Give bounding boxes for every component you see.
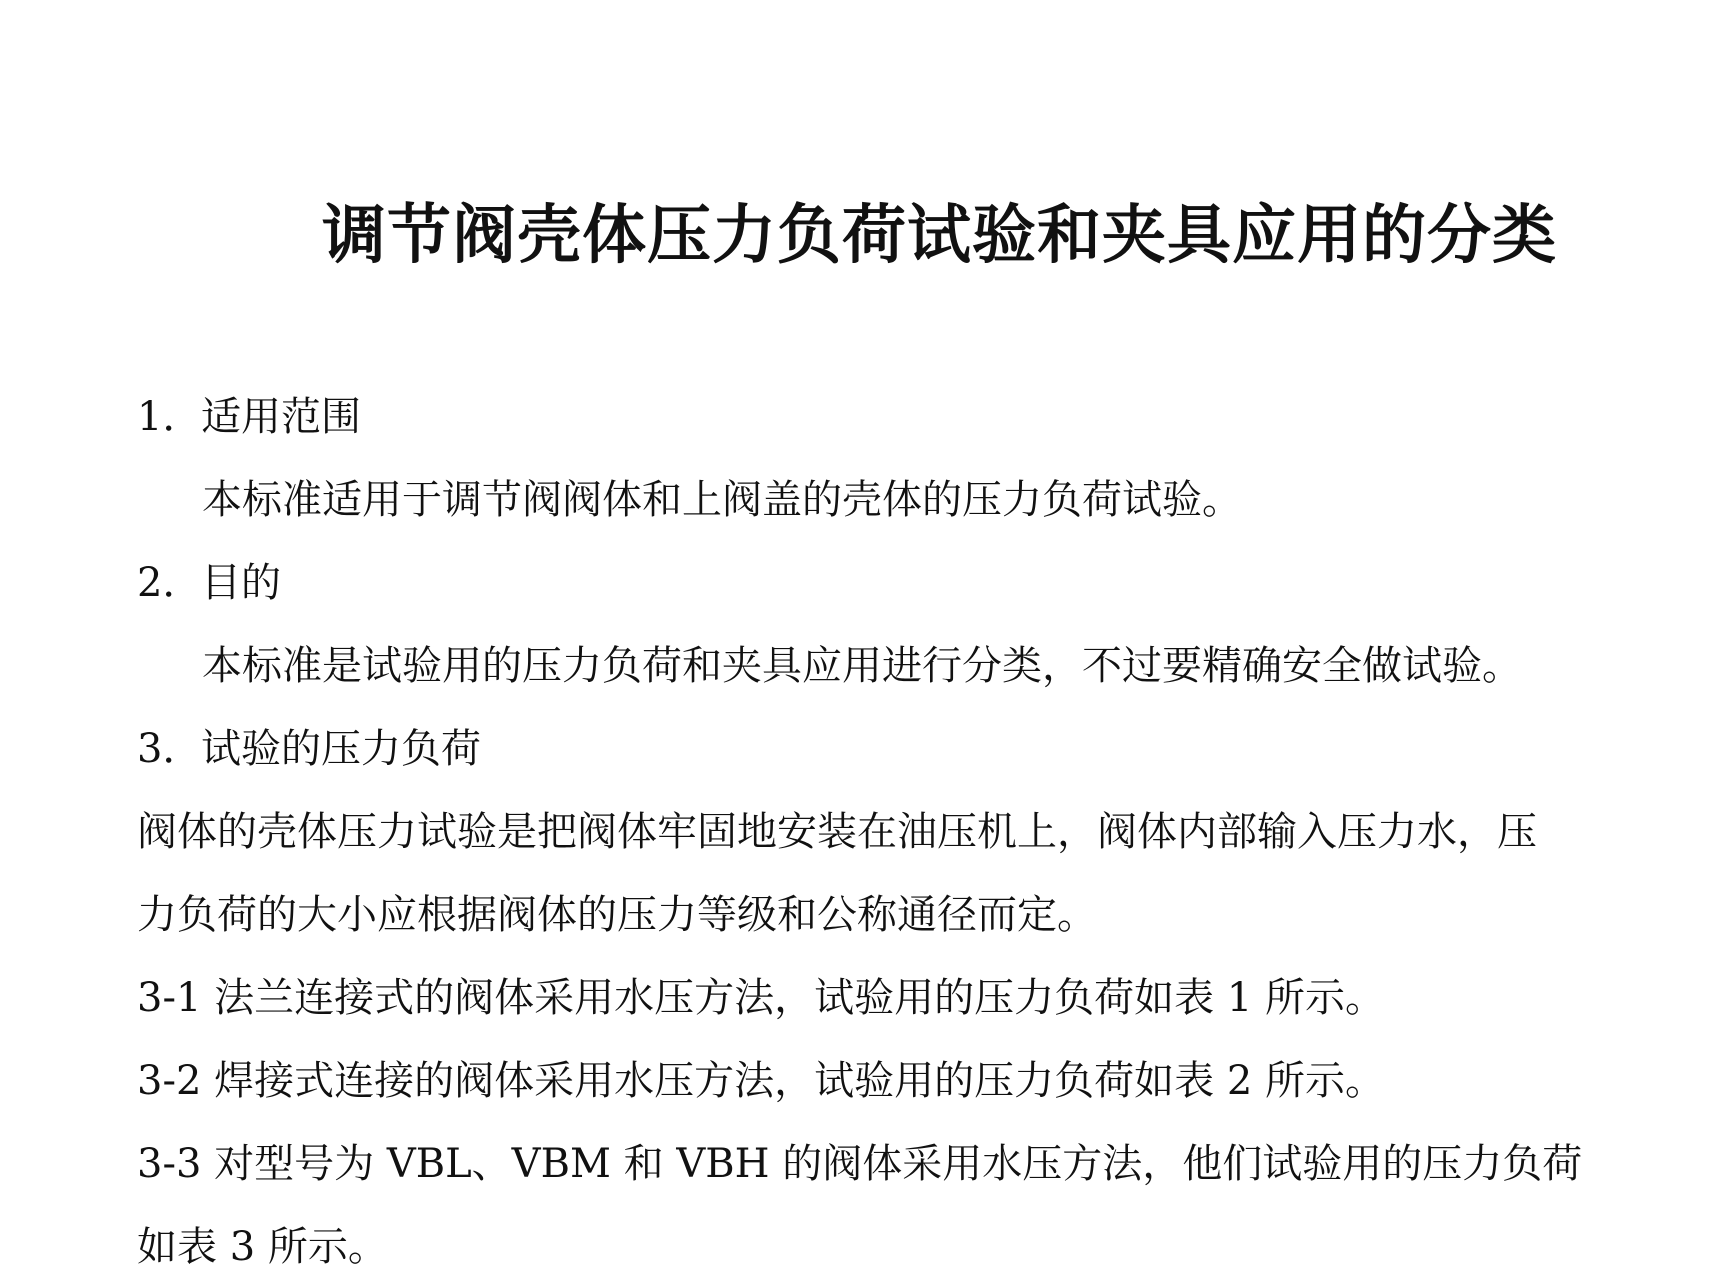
section-number: 1．: [137, 394, 203, 440]
document-title: 调节阀壳体压力负荷试验和夹具应用的分类: [322, 198, 1557, 273]
section-heading-text: 适用范围: [201, 394, 361, 440]
section-2-body: 本标准是试验用的压力负荷和夹具应用进行分类，不过要精确安全做试验。: [202, 643, 1522, 689]
section-1-heading: [137, 392, 361, 442]
section-2-heading: [137, 558, 281, 608]
section-number: 2．: [137, 560, 203, 606]
section-3-item-3-line-2: 如表 3 所示。: [137, 1224, 388, 1270]
section-number: 3．: [137, 726, 203, 772]
section-3-body-line-1: 阀体的壳体压力试验是把阀体牢固地安装在油压机上，阀体内部输入压力水，压: [137, 809, 1537, 855]
section-3-item-1: 3-1 法兰连接式的阀体采用水压方法，试验用的压力负荷如表 1 所示。: [137, 975, 1386, 1021]
section-3-item-3-line-1: 3-3 对型号为 VBL、VBM 和 VBH 的阀体采用水压方法，他们试验用的压力负荷: [137, 1141, 1583, 1187]
section-3-body-line-2: 力负荷的大小应根据阀体的压力等级和公称通径而定。: [137, 892, 1097, 938]
section-3-item-2: 3-2 焊接式连接的阀体采用水压方法，试验用的压力负荷如表 2 所示。: [137, 1058, 1386, 1104]
section-heading-text: 试验的压力负荷: [201, 726, 481, 772]
section-3-heading: [137, 724, 481, 774]
section-1-body: 本标准适用于调节阀阀体和上阀盖的壳体的压力负荷试验。: [202, 477, 1242, 523]
section-heading-text: 目的: [201, 560, 281, 606]
